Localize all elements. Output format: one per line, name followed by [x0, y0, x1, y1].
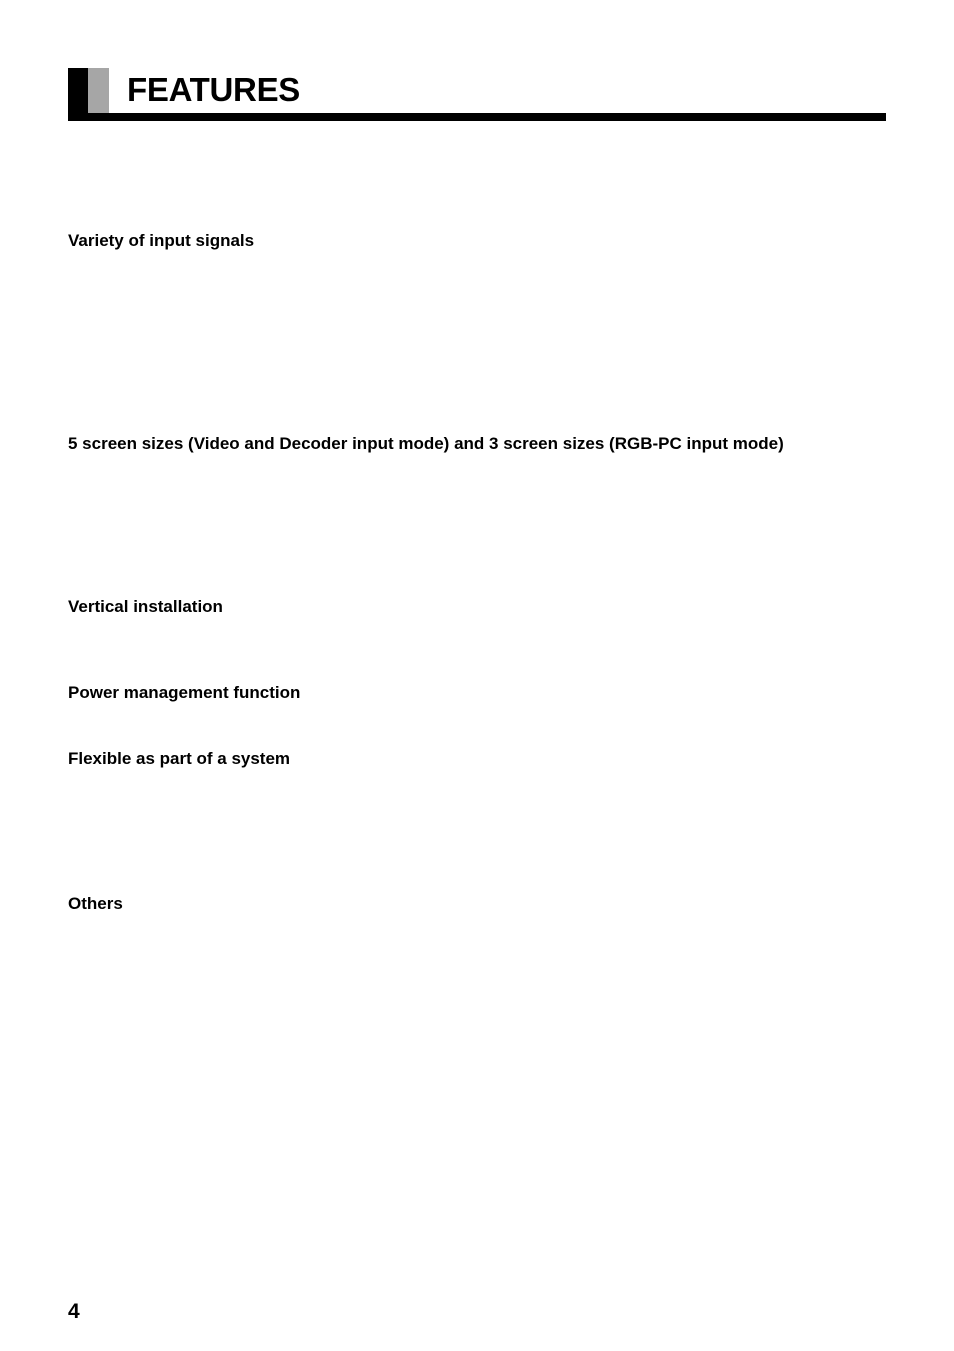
page-title: FEATURES — [127, 71, 300, 108]
section-heading-flexible-system: Flexible as part of a system — [68, 749, 291, 768]
page-number: 4 — [68, 1300, 80, 1323]
title-marker-gray — [88, 68, 109, 113]
title-underline — [68, 113, 886, 121]
section-heading-others: Others — [68, 894, 123, 913]
section-heading-vertical-installation: Vertical installation — [68, 597, 223, 616]
section-heading-screen-sizes: 5 screen sizes (Video and Decoder input mode) and 3 screen sizes (RGB-PC input mode) — [68, 434, 784, 453]
section-heading-input-signals: Variety of input signals — [68, 231, 255, 250]
section-heading-power-management: Power management function — [68, 683, 301, 702]
